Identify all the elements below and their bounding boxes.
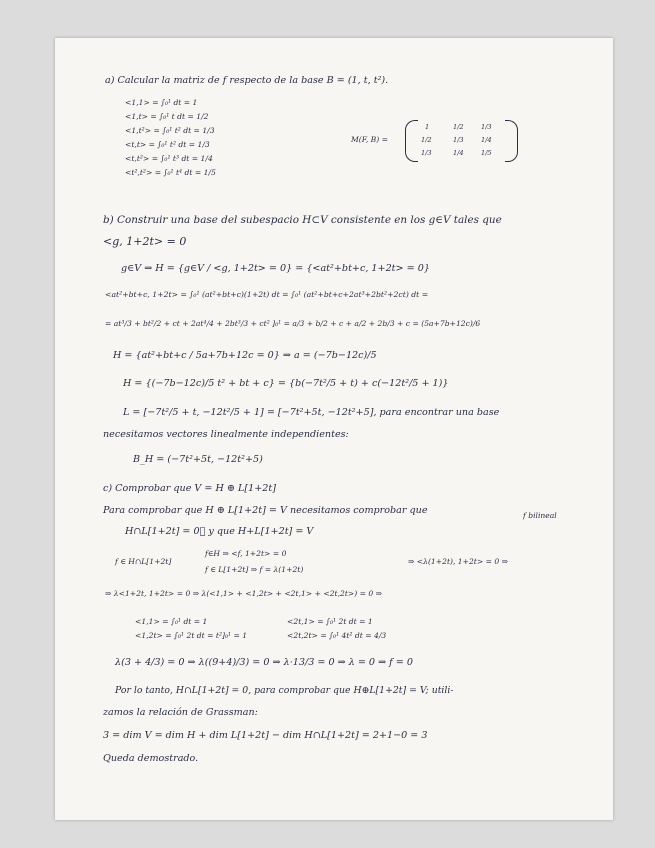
inner-product-line: <1,2t> = ∫₀¹ 2t dt = t²]₀¹ = 1 [135,631,248,640]
part-c-line: 3 = dim V = dim H + dim L[1+2t] − dim H∩L[1+2t] = 2+1−0 = 3 [103,730,428,741]
inner-product-line: <1,t²> = ∫₀¹ t² dt = 1/3 [125,126,215,135]
part-c-conclusion: Queda demostrado. [103,753,199,764]
part-b-line: H = {(−7b−12c)/5 t² + bt + c} = {b(−7t²/5 + t) + c(−12t²/5 + 1)} [123,378,449,389]
part-b-heading-cont: <g, 1+2t> = 0 [103,235,187,248]
part-b-line: H = {at²+bt+c / 5a+7b+12c = 0} ⇒ a = (−7b−12c)/5 [113,350,377,361]
right-paren [505,120,518,162]
part-b-heading: b) Construir una base del subespacio H⊂V consistente en los g∈V tales que [103,214,502,226]
bilineal-note: f bilineal [523,511,557,520]
left-paren [405,120,418,162]
part-b-line: g∈V ⇒ H = {g∈V / <g, 1+2t> = 0} = {<at²+bt+c, 1+2t> = 0} [121,263,430,274]
inner-product-line: <2t,2t> = ∫₀¹ 4t² dt = 4/3 [287,631,387,640]
part-c-line: zamos la relación de Grassman: [103,707,258,718]
part-b-basis: B_H = (−7t²+5t, −12t²+5) [133,454,263,465]
matrix-cell: 1/4 [453,149,464,157]
matrix-cell: 1/2 [453,123,464,131]
handwritten-page [55,38,613,820]
part-b-line: L = [−7t²/5 + t, −12t²/5 + 1] = [−7t²+5t, −12t²+5], para encontrar una base [123,407,500,418]
part-c-line: λ(3 + 4/3) = 0 ⇒ λ((9+4)/3) = 0 ⇒ λ·13/3 = 0 ⇒ λ = 0 ⇒ f = 0 [115,657,413,668]
inner-product-line: <1,t> = ∫₀¹ t dt = 1/2 [125,112,209,121]
system-bottom: f ∈ L[1+2t] ⇒ f = λ(1+2t) [205,565,304,574]
matrix-cell: 1/2 [421,136,432,144]
matrix-cell: 1/3 [421,149,432,157]
inner-product-line: <2t,1> = ∫₀¹ 2t dt = 1 [287,617,373,626]
part-b-line: = at³/3 + bt²/2 + ct + 2at⁴/4 + 2bt³/3 + ct² ]₀¹ = a/3 + b/2 + c + a/2 + 2b/3 + c = (5a+7b+12c)/6 [105,319,481,328]
system-left: f ∈ H∩L[1+2t] [115,557,172,566]
matrix-cell: 1/4 [481,136,492,144]
matrix-block [351,120,523,162]
inner-product-line: <1,1> = ∫₀¹ dt = 1 [135,617,208,626]
system-right: ⇒ <λ(1+2t), 1+2t> = 0 ⇒ [408,557,509,566]
matrix-cell: 1/5 [481,149,492,157]
part-c-line: Por lo tanto, H∩L[1+2t] = 0, para comprobar que H⊕L[1+2t] = V; utili- [115,685,454,696]
part-c-heading: c) Comprobar que V = H ⊕ L[1+2t] [103,483,276,494]
part-b-line: <at²+bt+c, 1+2t> = ∫₀¹ (at²+bt+c)(1+2t) dt = ∫₀¹ (at²+bt+c+2at³+2bt²+2ct) dt = [105,290,429,299]
system-top: f∈H ⇒ <f, 1+2t> = 0 [205,549,287,558]
matrix-cell: 1 [425,123,430,131]
matrix-cell: 1/3 [453,136,464,144]
matrix-label: M(F, B) = [351,135,388,144]
part-c-line: H∩L[1+2t] = 0⃗ y que H+L[1+2t] = V [125,526,314,537]
matrix-cell: 1/3 [481,123,492,131]
inner-product-line: <t,t> = ∫₀¹ t² dt = 1/3 [125,140,210,149]
inner-product-line: <t²,t²> = ∫₀¹ t⁴ dt = 1/5 [125,168,216,177]
part-b-line: necesitamos vectores linealmente independientes: [103,429,349,440]
inner-product-line: <1,1> = ∫₀¹ dt = 1 [125,98,198,107]
part-c-line: Para comprobar que H ⊕ L[1+2t] = V necesitamos comprobar que [103,505,428,516]
part-c-line: ⇒ λ<1+2t, 1+2t> = 0 ⇒ λ(<1,1> + <1,2t> + <2t,1> + <2t,2t>) = 0 ⇒ [105,589,383,598]
inner-product-line: <t,t²> = ∫₀¹ t³ dt = 1/4 [125,154,213,163]
part-a-heading: a) Calcular la matriz de f respecto de la base B = (1, t, t²). [105,75,389,86]
